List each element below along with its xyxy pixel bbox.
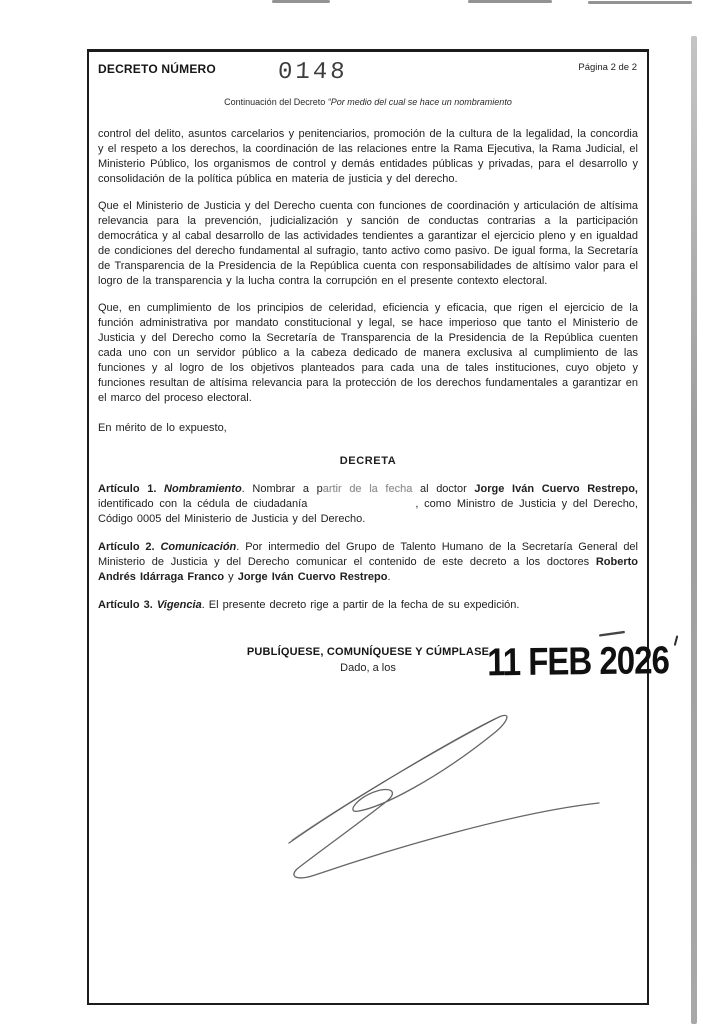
article-2-text: .	[387, 571, 391, 583]
document-body	[89, 127, 647, 674]
publish-line: PUBLÍQUESE, COMUNÍQUESE Y CÚMPLASE	[246, 646, 490, 658]
article-1-text: identificado con la cédula de ciudadanía	[98, 498, 308, 510]
body-paragraph-2: Que el Ministerio de Justicia y del Derecho cuenta con funciones de coordinación y articulación de altísima relevancia para la prevención, judicialización y sanción de conductas contrarias a la participación democrática y al cabal desarrollo de las actividades tendientes a garantizar el ejercicio pleno y en igualdad de condiciones del derecho fundamental al sufragio, tanto activo como pasivo. De igual forma, la Secretaría de Transparencia de la Presidencia de la República cuenta con responsabilidades de altísimo valor para el logro de la transparencia y la lucha contra la corrupción en el presente contexto electoral.	[98, 200, 638, 287]
continuation-prefix: Continuación del Decreto	[224, 97, 328, 107]
page-indicator: Página 2 de 2	[578, 62, 637, 73]
merit-line: En mérito de lo expuesto,	[98, 422, 227, 434]
article-3-title: Vigencia	[152, 599, 202, 611]
notified-name-1: Roberto Andrés Idárraga Franco	[98, 556, 638, 583]
article-1	[98, 482, 638, 527]
notified-name-2: Jorge Iván Cuervo Restrepo	[237, 571, 388, 583]
decreta-heading: DECRETA	[339, 455, 397, 467]
document-header	[89, 52, 647, 86]
article-2	[98, 540, 638, 585]
article-2-text: y	[224, 571, 238, 583]
decree-quoted-title: “Por medio del cual se hace un nombramiento	[327, 97, 512, 107]
article-2-text: . Por intermedio del Grupo de Talento Humano de la Secretaría General del Ministerio de Justicia y del Derecho comunicar el contenido de este decreto a los doctores	[98, 541, 638, 568]
article-1-label: Artículo 1.	[98, 483, 157, 495]
page-frame	[87, 49, 670, 1005]
redacted-id-number	[307, 498, 415, 507]
signature	[267, 707, 607, 887]
article-2-label: Artículo 2.	[98, 541, 155, 553]
article-3	[98, 598, 638, 613]
scan-artifact-streak	[272, 0, 330, 3]
appointee-name: Jorge Iván Cuervo Restrepo,	[474, 483, 638, 495]
decree-number-label: DECRETO NÚMERO	[98, 62, 216, 76]
decree-number: 0148	[277, 59, 349, 86]
scan-artifact-streak	[588, 1, 692, 4]
article-1-title: Nombramiento	[156, 483, 242, 495]
body-paragraph-3: Que, en cumplimiento de los principios de celeridad, eficiencia y eficacia, que rigen el ejercicio de la función administrativa por mandato constitucional y legal, se hace imperioso que tanto el Ministerio de Justicia y del Derecho como la Secretaría de Transparencia de la Presidencia de la República cuenten cada uno con un servidor público a la cabeza dedicado de manera exclusiva al cumplimiento de las funciones y al logro de los objetivos planteados para cada una de tales instituciones, cuyo objeto y funciones resultan de altísima relevancia para la protección de los derechos fundamentales a garantizar en el marco del proceso electoral.	[98, 302, 638, 404]
article-1-text: al doctor	[412, 483, 475, 495]
continuation-line	[89, 97, 647, 107]
article-3-text: . El presente decreto rige a partir de la fecha de su expedición.	[201, 599, 520, 611]
article-2-title: Comunicación	[154, 541, 237, 553]
date-stamp	[487, 638, 669, 685]
article-1-faded-text: artir de la fecha	[322, 483, 413, 495]
date-stamp-text: 11 FEB 2026	[487, 637, 670, 684]
scan-artifact-streak	[468, 0, 552, 3]
body-paragraph-1: control del delito, asuntos carcelarios y penitenciarios, promoción de la cultura de la legalidad, la concordia y el respeto a los derechos, la coordinación de las relaciones entre la Rama Ejecutiva, la Rama Judicial, el Ministerio Público, los organismos de control y demás entidades públicas y privadas, para el desarrollo y consolidación de la política pública en materia de justicia y del derecho.	[98, 128, 638, 185]
scan-edge-shadow	[691, 36, 697, 1024]
stamp-artifact-tick	[673, 635, 678, 646]
article-1-text: , como Ministro de Justicia y del Derecho, Código 0005 del Ministerio de Justicia y del Derecho.	[98, 498, 638, 525]
given-line: Dado, a los	[340, 662, 396, 674]
article-1-text: . Nombrar a p	[241, 483, 323, 495]
article-3-label: Artículo 3.	[98, 599, 153, 611]
